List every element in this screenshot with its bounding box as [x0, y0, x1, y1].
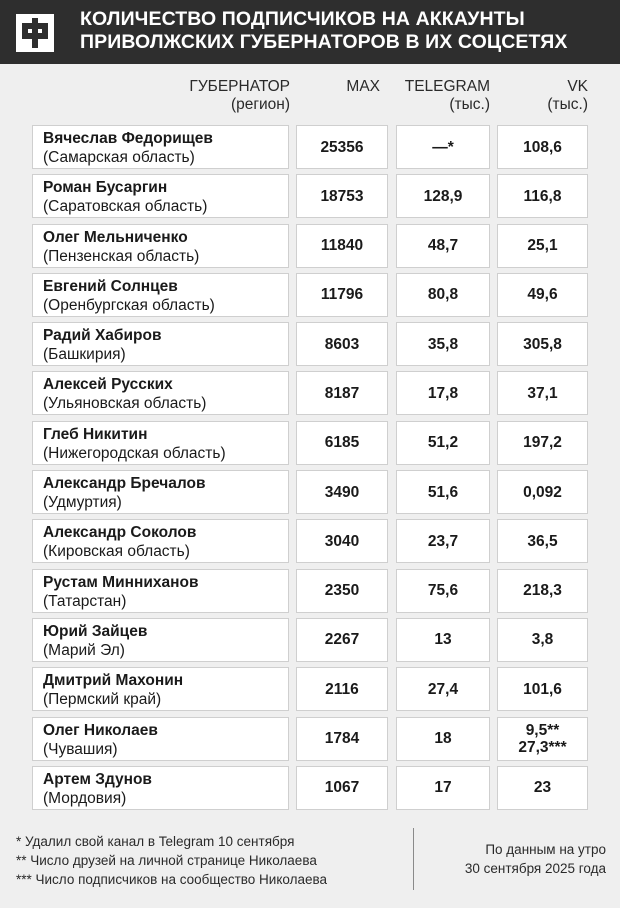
governor-region: (Ульяновская область)	[43, 395, 207, 413]
header-bar	[0, 0, 620, 64]
max-cell	[296, 717, 388, 761]
governor-region: (Оренбургская область)	[43, 296, 215, 314]
telegram-value: 17	[434, 779, 452, 797]
vk-value: 305,8	[523, 335, 562, 353]
telegram-cell	[396, 421, 490, 465]
governor-name: Алексей Русских	[43, 376, 173, 394]
telegram-cell	[396, 470, 490, 514]
vk-value-secondary: 27,3***	[518, 738, 567, 756]
column-header-vk-sub: (тыс.)	[547, 96, 588, 113]
column-header-vk	[500, 78, 588, 114]
governor-cell	[32, 371, 289, 415]
max-value: 6185	[324, 434, 360, 452]
table-row	[32, 224, 588, 273]
page-title	[80, 8, 610, 54]
vk-cell	[497, 322, 588, 366]
column-header-governor	[100, 78, 290, 114]
telegram-cell	[396, 273, 490, 317]
table-row	[32, 174, 588, 223]
table-row	[32, 125, 588, 174]
vk-value: 218,3	[523, 582, 562, 600]
governor-name: Евгений Солнцев	[43, 277, 178, 295]
vk-cell	[497, 224, 588, 268]
max-value: 3040	[324, 532, 360, 550]
vk-cell	[497, 470, 588, 514]
footnotes	[16, 832, 406, 889]
telegram-value: 23,7	[427, 532, 459, 550]
max-cell	[296, 618, 388, 662]
column-header-governor-sub: (регион)	[230, 96, 290, 113]
table-row	[32, 322, 588, 371]
vk-value: 197,2	[523, 434, 562, 452]
governor-name: Александр Соколов	[43, 524, 197, 542]
table-row	[32, 470, 588, 519]
governor-region: (Самарская область)	[43, 149, 195, 166]
governor-cell	[32, 174, 289, 218]
governor-region: (Нижегородская область)	[43, 444, 226, 462]
max-cell	[296, 519, 388, 563]
governor-cell	[32, 273, 289, 317]
governor-name: Вячеслав Федорищев	[43, 130, 213, 147]
max-value: 25356	[320, 138, 364, 156]
max-cell	[296, 273, 388, 317]
vk-value: 23	[533, 779, 552, 797]
column-header-telegram-label: TELEGRAM	[404, 78, 490, 95]
governor-region: (Чувашия)	[43, 740, 118, 758]
table-row	[32, 371, 588, 420]
governor-region: (Мордовия)	[43, 789, 127, 807]
table-row	[32, 569, 588, 618]
governor-name: Юрий Зайцев	[43, 622, 148, 640]
max-value: 11840	[320, 237, 364, 255]
max-value: 8187	[324, 384, 360, 402]
telegram-value: 18	[434, 730, 452, 748]
governor-name: Глеб Никитин	[43, 425, 148, 443]
telegram-value: 51,6	[427, 483, 459, 501]
table-row	[32, 618, 588, 667]
max-value: 2116	[325, 680, 359, 698]
max-value: 1067	[324, 779, 360, 797]
max-value: 18753	[320, 187, 364, 205]
title-line-2: ПРИВОЛЖСКИХ ГУБЕРНАТОРОВ В ИХ СОЦСЕТЯХ	[80, 31, 568, 53]
governor-region: (Пензенская область)	[43, 247, 200, 265]
telegram-value: 128,9	[423, 187, 463, 205]
footnote-2: ** Число друзей на личной странице Николаева	[16, 853, 317, 868]
max-value: 11796	[320, 286, 364, 304]
column-header-max	[296, 78, 380, 96]
governor-name: Олег Мельниченко	[43, 228, 188, 246]
table-row	[32, 519, 588, 568]
title-line-1: КОЛИЧЕСТВО ПОДПИСЧИКОВ НА АККАУНТЫ	[80, 8, 525, 30]
governor-name: Александр Бречалов	[43, 475, 206, 493]
data-source-note	[420, 840, 606, 878]
governor-cell	[32, 322, 289, 366]
max-cell	[296, 125, 388, 169]
governor-cell	[32, 519, 289, 563]
max-cell	[296, 667, 388, 711]
telegram-cell	[396, 667, 490, 711]
column-header-telegram-sub: (тыс.)	[449, 96, 490, 113]
footnote-3: *** Число подписчиков на сообщество Николаева	[16, 872, 328, 887]
governor-name: Рустам Минниханов	[43, 573, 199, 591]
vk-value: 0,092	[523, 483, 562, 501]
telegram-value: 17,8	[427, 384, 459, 402]
governor-cell	[32, 224, 289, 268]
vk-value: 108,6	[523, 138, 562, 156]
max-cell	[296, 569, 388, 613]
governor-name: Олег Николаев	[43, 721, 158, 739]
table-row	[32, 766, 588, 815]
telegram-cell	[396, 224, 490, 268]
max-value: 8603	[324, 335, 360, 353]
telegram-value: 80,8	[427, 286, 459, 304]
table-row	[32, 717, 588, 766]
column-header-telegram	[388, 78, 490, 114]
vk-value: 25,1	[527, 237, 558, 255]
governor-cell	[32, 618, 289, 662]
governor-cell	[32, 470, 289, 514]
max-value: 3490	[324, 483, 360, 501]
column-header-vk-label: VK	[567, 78, 588, 95]
max-cell	[296, 224, 388, 268]
source-line-2: 30 сентября 2025 года	[464, 861, 606, 876]
vk-value: 116,8	[523, 187, 562, 205]
governor-cell	[32, 717, 289, 761]
governor-cell	[32, 569, 289, 613]
telegram-cell	[396, 519, 490, 563]
governor-region: (Татарстан)	[43, 592, 127, 610]
vk-value: 9,5**	[525, 721, 560, 739]
max-value: 2350	[324, 582, 360, 600]
max-cell	[296, 174, 388, 218]
vk-value: 101,6	[523, 680, 562, 698]
column-header-governor-label: ГУБЕРНАТОР	[189, 78, 290, 95]
table-row	[32, 273, 588, 322]
telegram-cell	[396, 618, 490, 662]
telegram-value: 35,8	[427, 335, 459, 353]
vk-cell	[497, 273, 588, 317]
governor-name: Артем Здунов	[43, 770, 152, 788]
governor-region: (Пермский край)	[43, 691, 162, 709]
governor-region: (Саратовская область)	[43, 198, 208, 216]
governor-region: (Кировская область)	[43, 543, 190, 561]
max-cell	[296, 322, 388, 366]
max-value: 1784	[324, 730, 360, 748]
vk-cell	[497, 125, 588, 169]
governor-region: (Удмуртия)	[43, 494, 122, 512]
telegram-value: 13	[434, 631, 452, 649]
telegram-value: —*	[432, 138, 454, 156]
telegram-value: 27,4	[427, 680, 459, 698]
telegram-cell	[396, 322, 490, 366]
column-header-max-label: MAX	[346, 78, 380, 95]
telegram-cell	[396, 569, 490, 613]
max-value: 2267	[324, 631, 360, 649]
telegram-value: 75,6	[427, 582, 459, 600]
vk-value: 3,8	[531, 631, 554, 649]
vk-cell	[497, 717, 588, 761]
governor-cell	[32, 667, 289, 711]
max-cell	[296, 766, 388, 810]
vk-cell	[497, 519, 588, 563]
telegram-cell	[396, 125, 490, 169]
governor-name: Радий Хабиров	[43, 327, 162, 345]
governors-table	[32, 125, 588, 815]
vk-cell	[497, 569, 588, 613]
governor-cell	[32, 125, 289, 169]
telegram-cell	[396, 717, 490, 761]
max-cell	[296, 371, 388, 415]
vk-value: 37,1	[527, 384, 558, 402]
telegram-cell	[396, 371, 490, 415]
vk-cell	[497, 618, 588, 662]
governor-region: (Марий Эл)	[43, 641, 125, 659]
vk-cell	[497, 667, 588, 711]
governor-name: Дмитрий Махонин	[43, 672, 184, 690]
table-row	[32, 667, 588, 716]
telegram-cell	[396, 766, 490, 810]
telegram-value: 51,2	[427, 434, 459, 452]
telegram-value: 48,7	[427, 237, 459, 255]
governor-name: Роман Бусаргин	[43, 179, 168, 197]
vk-cell	[497, 766, 588, 810]
max-cell	[296, 470, 388, 514]
governor-region: (Башкирия)	[43, 346, 126, 364]
vk-value: 49,6	[527, 286, 558, 304]
vk-value: 36,5	[527, 532, 558, 550]
footer-divider	[413, 828, 414, 890]
vk-cell	[497, 174, 588, 218]
governor-cell	[32, 421, 289, 465]
source-line-1: По данным на утро	[485, 842, 606, 857]
publication-logo-icon	[16, 14, 54, 52]
table-row	[32, 421, 588, 470]
max-cell	[296, 421, 388, 465]
vk-cell	[497, 371, 588, 415]
footnote-1: * Удалил свой канал в Telegram 10 сентября	[16, 834, 295, 849]
vk-cell	[497, 421, 588, 465]
telegram-cell	[396, 174, 490, 218]
governor-cell	[32, 766, 289, 810]
